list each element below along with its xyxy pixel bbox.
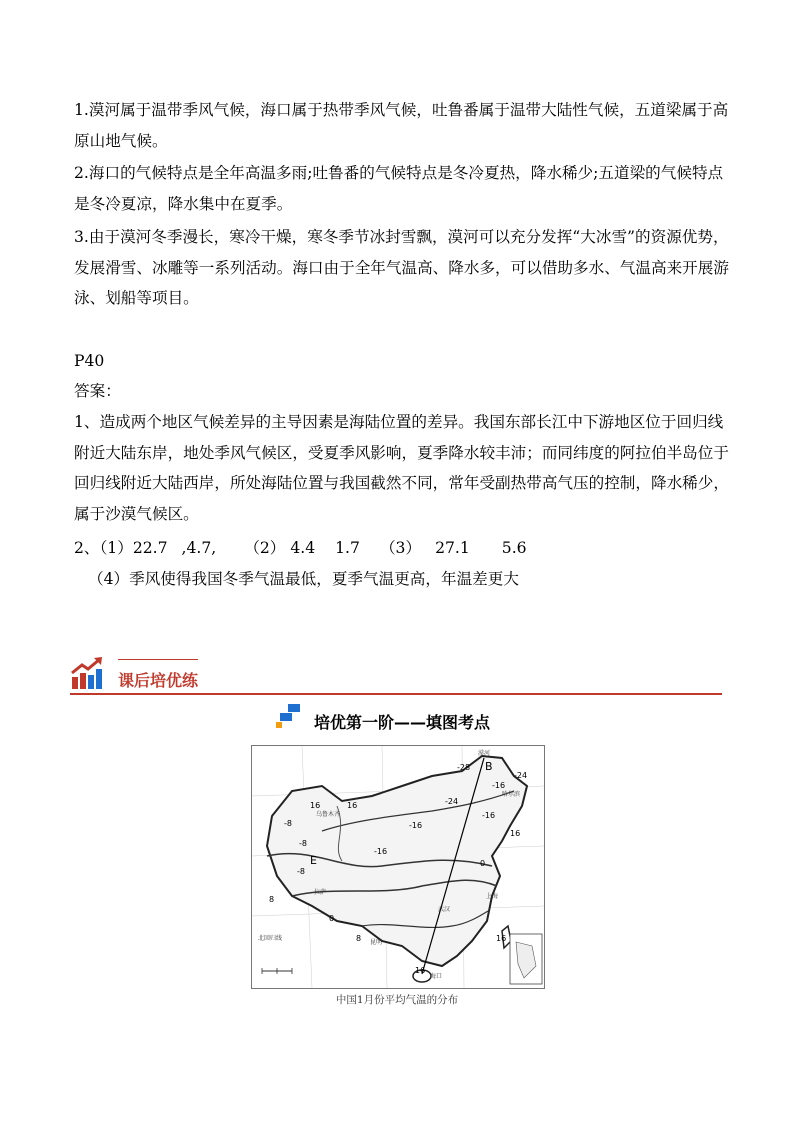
- answer-2-part3: （2） 4.4: [244, 539, 316, 557]
- isotherm-label: 16: [347, 801, 358, 810]
- isotherm-label: -24: [514, 771, 528, 780]
- isotherm-label: -8: [284, 819, 292, 828]
- page-reference: P40: [74, 352, 105, 370]
- answer-2-part4: 1.7: [335, 539, 360, 557]
- place-label: 漠河: [478, 750, 491, 757]
- answer-paragraph-2: 2.海口的气候特点是全年高温多雨;吐鲁番的气候特点是冬冷夏热，降水稀少;五道梁的气候特点是冬冷夏凉，降水集中在夏季。: [74, 164, 724, 213]
- answer-item-2: [74, 533, 734, 564]
- answer-2-part2: ,4.7,: [181, 539, 217, 557]
- isotherm-label: -16: [492, 781, 506, 790]
- isotherm-label: -8: [297, 867, 305, 876]
- isotherm-label: 8: [269, 895, 275, 904]
- marker-label: E: [310, 854, 317, 867]
- isotherm-label: 16: [496, 934, 507, 943]
- answer-paragraph-1: 1.漠河属于温带季风气候，海口属于热带季风气候，吐鲁番属于温带大陆性气候，五道梁属于高原山地气候。: [74, 101, 729, 150]
- place-label: 上海: [486, 893, 499, 900]
- place-label: 昆明: [370, 939, 383, 946]
- answer-2-part6: 27.1: [435, 539, 470, 557]
- subsection-header: [276, 702, 536, 734]
- answer-label: 答案：: [74, 382, 121, 400]
- isotherm-label: -16: [482, 811, 496, 820]
- answer-item-2-4: （4）季风使得我国冬季气温最低，夏季气温更高，年温差更大: [88, 570, 519, 588]
- china-january-temperature-map: [251, 745, 545, 989]
- place-label: 武汉: [438, 906, 451, 913]
- stair-blocks-icon: [276, 702, 312, 730]
- isotherm-label: 8: [356, 934, 362, 943]
- subsection-title: 培优第一阶——填图考点: [314, 713, 491, 732]
- isotherm-label: -16: [374, 847, 388, 856]
- isotherm-label: -8: [299, 839, 307, 848]
- answer-2-part5: （3）: [379, 539, 422, 557]
- answer-2-part1: 2、（1）22.7: [74, 539, 168, 557]
- isotherm-label: 16: [310, 801, 321, 810]
- isotherm-label: -28: [457, 763, 471, 772]
- section-title: 课后培优练: [118, 671, 199, 690]
- section-header: [70, 655, 722, 695]
- place-label: 拉萨: [314, 889, 327, 896]
- isotherm-label: -16: [409, 821, 423, 830]
- answer-item-1: 1、造成两个地区气候差异的主导因素是海陆位置的差异。我国东部长江中下游地区位于回归线附近大陆东岸，地处季风气候区，受夏季风影响，夏季降水较丰沛；而同纬度的阿拉伯半岛位于回归线附近大陆西岸，所处海陆位置与我国截然不同，常年受副热带高气压的控制，降水稀少，属于沙漠气候区。: [74, 413, 729, 523]
- answer-2-part7: 5.6: [501, 539, 527, 557]
- place-label: 哈尔滨: [502, 791, 521, 798]
- header-top-rule: [118, 659, 198, 660]
- isotherm-label: -24: [445, 797, 459, 806]
- scale-bar: [262, 968, 292, 974]
- place-label: 海口: [430, 973, 443, 980]
- isotherm-label: 16: [510, 829, 521, 838]
- isotherm-label: 0: [329, 914, 335, 923]
- map-caption: 中国1月份平均气温的分布: [335, 994, 459, 1006]
- isotherm-label: 16: [415, 966, 426, 975]
- marker-label: B: [485, 760, 493, 773]
- growth-chart-icon: [70, 655, 106, 691]
- answer-paragraph-3: 3.由于漠河冬季漫长，寒冷干燥，寒冬季节冰封雪飘，漠河可以充分发挥“大冰雪”的资源优势，发展滑雪、冰雕等一系列活动。海口由于全年气温高、降水多，可以借助多水、气温高来开展游泳、划船等项目。: [74, 228, 729, 307]
- isotherm-label: 0: [480, 859, 486, 868]
- place-label: 乌鲁木齐: [316, 811, 341, 818]
- place-label: 北回归线: [258, 935, 283, 942]
